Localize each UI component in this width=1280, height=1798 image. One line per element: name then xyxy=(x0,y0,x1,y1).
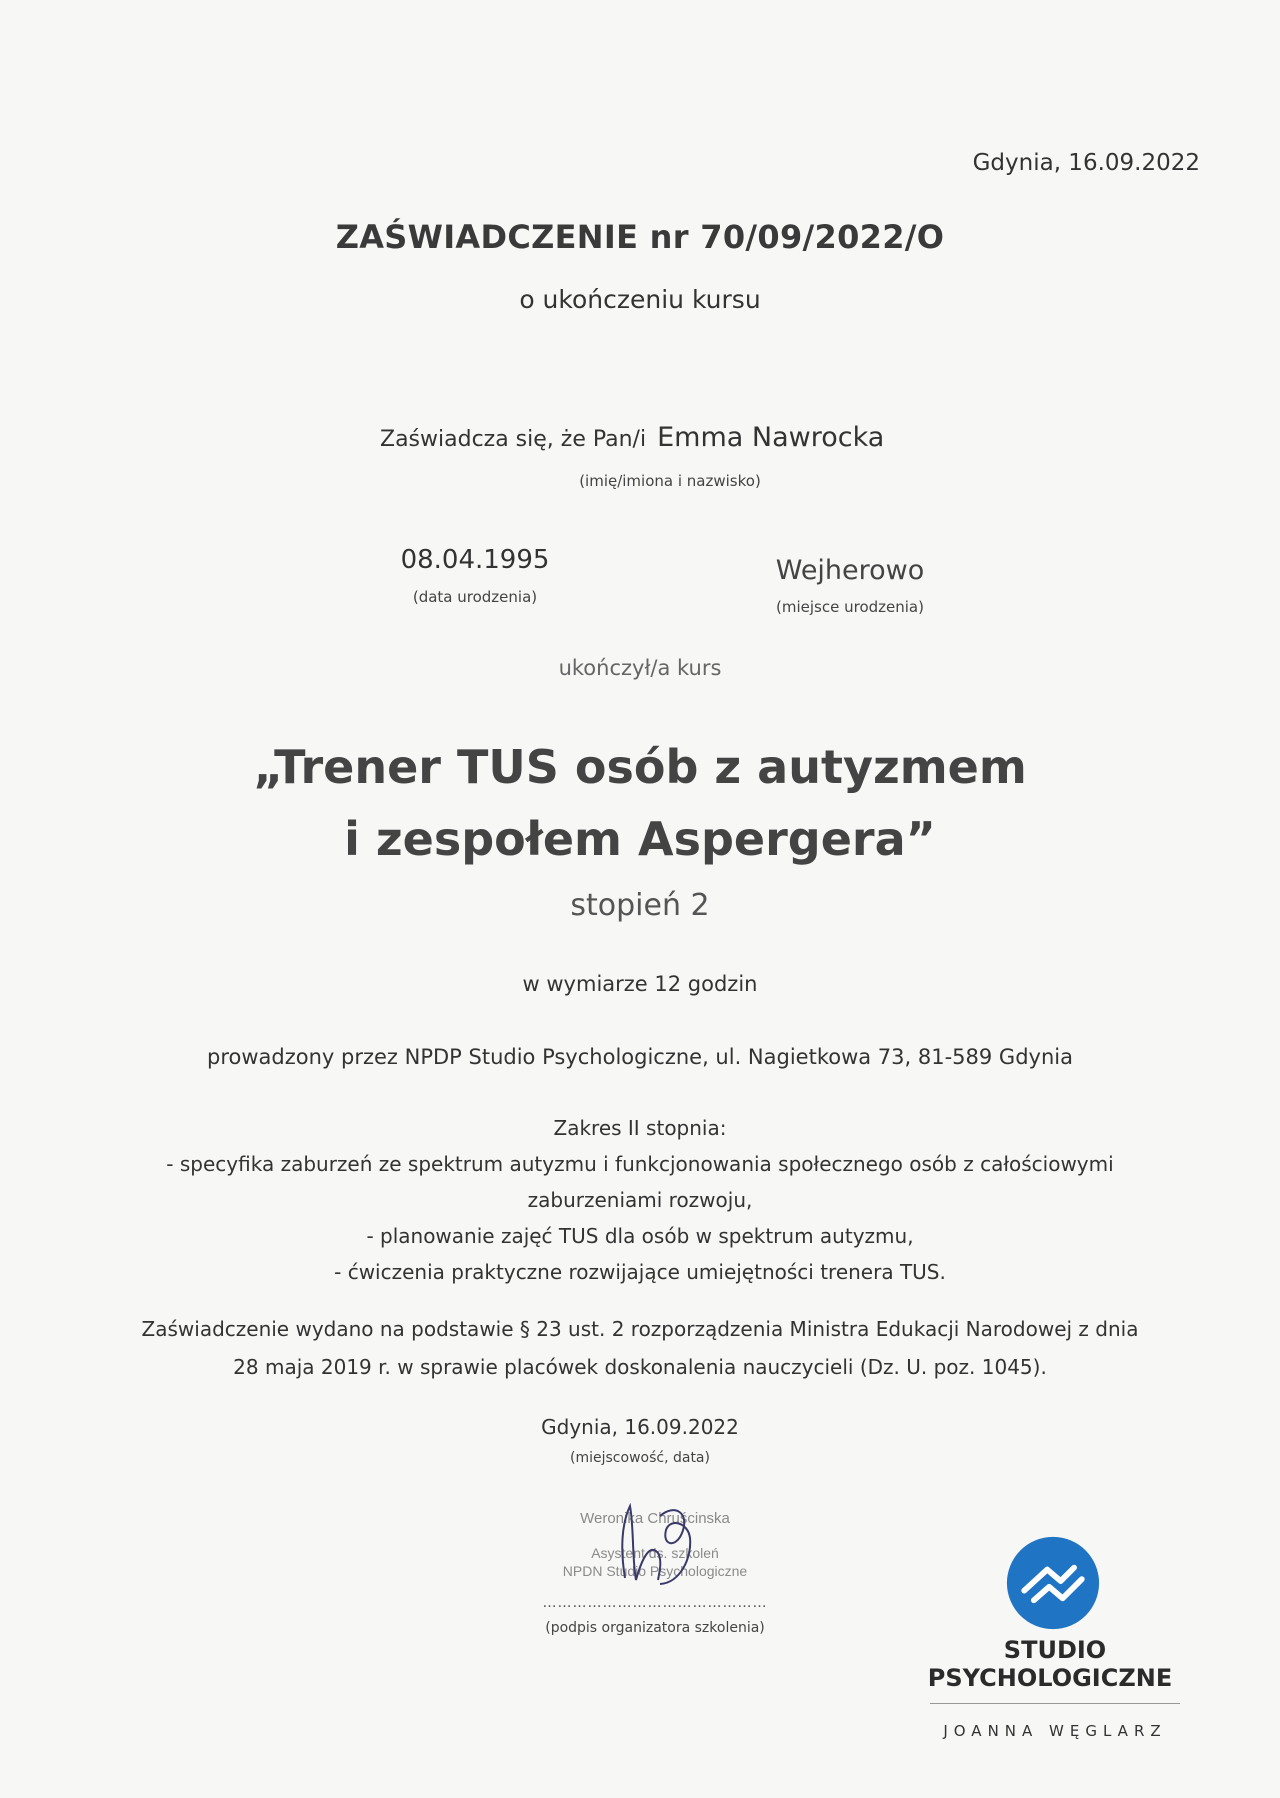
scope-section xyxy=(0,1110,1280,1290)
birth-date: 08.04.1995 xyxy=(400,545,550,575)
scope-heading: Zakres II stopnia: xyxy=(553,1116,727,1140)
certificate-title: ZAŚWIADCZENIE nr 70/09/2022/O xyxy=(335,218,945,256)
legal-line: 28 maja 2019 r. w sprawie placówek doskonalenia nauczycieli (Dz. U. poz. 1045). xyxy=(233,1355,1047,1379)
course-title-line2: i zespołem Aspergera” xyxy=(344,812,936,866)
issue-place-date: Gdynia, 16.09.2022 xyxy=(972,150,1200,176)
scope-item: - ćwiczenia praktyczne rozwijające umiejętności trenera TUS. xyxy=(334,1260,946,1284)
scope-item: - specyfika zaburzeń ze spektrum autyzmu i funkcjonowania społecznego osób z całościowymi xyxy=(166,1152,1114,1176)
course-title-line1: „Trener TUS osób z autyzmem xyxy=(253,740,1027,794)
birth-place-caption: (miejsce urodzenia) xyxy=(776,598,924,616)
logo-owner-name: JOANNA WĘGLARZ xyxy=(943,1722,1167,1740)
footer-place-date: Gdynia, 16.09.2022 xyxy=(541,1415,739,1439)
legal-line: Zaświadczenie wydano na podstawie § 23 ust. 2 rozporządzenia Ministra Edukacji Narodowej z dnia xyxy=(141,1317,1139,1341)
course-organizer: prowadzony przez NPDP Studio Psychologiczne, ul. Nagietkowa 73, 81-589 Gdynia xyxy=(207,1045,1073,1069)
certify-line xyxy=(380,422,980,453)
studio-logo-icon xyxy=(1005,1535,1101,1631)
handwritten-signature xyxy=(550,1498,750,1588)
name-caption: (imię/imiona i nazwisko) xyxy=(579,472,761,490)
course-hours: w wymiarze 12 godzin xyxy=(522,972,758,996)
scope-item: - planowanie zajęć TUS dla osób w spektrum autyzmu, xyxy=(366,1224,914,1248)
completed-label: ukończył/a kurs xyxy=(558,656,722,680)
birth-date-caption: (data urodzenia) xyxy=(412,588,538,606)
logo-text-studio: STUDIO xyxy=(1003,1636,1107,1664)
signature-stamp xyxy=(510,1510,800,1579)
footer-place-date-caption: (miejscowość, data) xyxy=(570,1450,710,1466)
signatory-role: Asystent ds. szkoleń xyxy=(591,1545,719,1561)
signature-line: ……………………………………… xyxy=(542,1595,768,1611)
course-degree: stopień 2 xyxy=(570,888,710,923)
signatory-name: Weronika Chruścinska xyxy=(580,1510,730,1527)
participant-name: Emma Nawrocka xyxy=(657,422,885,453)
birth-place: Wejherowo xyxy=(775,555,925,586)
logo-divider xyxy=(930,1703,1180,1704)
certificate-subtitle: o ukończeniu kursu xyxy=(519,285,761,314)
signature-caption: (podpis organizatora szkolenia) xyxy=(545,1620,765,1636)
legal-basis xyxy=(0,1310,1280,1386)
logo-text-psychologiczne: PSYCHOLOGICZNE xyxy=(927,1664,1173,1692)
scope-item: zaburzeniami rozwoju, xyxy=(527,1188,753,1212)
certify-prefix: Zaświadcza się, że Pan/i xyxy=(380,427,647,452)
signatory-org: NPDN Studio Psychologiczne xyxy=(562,1563,748,1579)
